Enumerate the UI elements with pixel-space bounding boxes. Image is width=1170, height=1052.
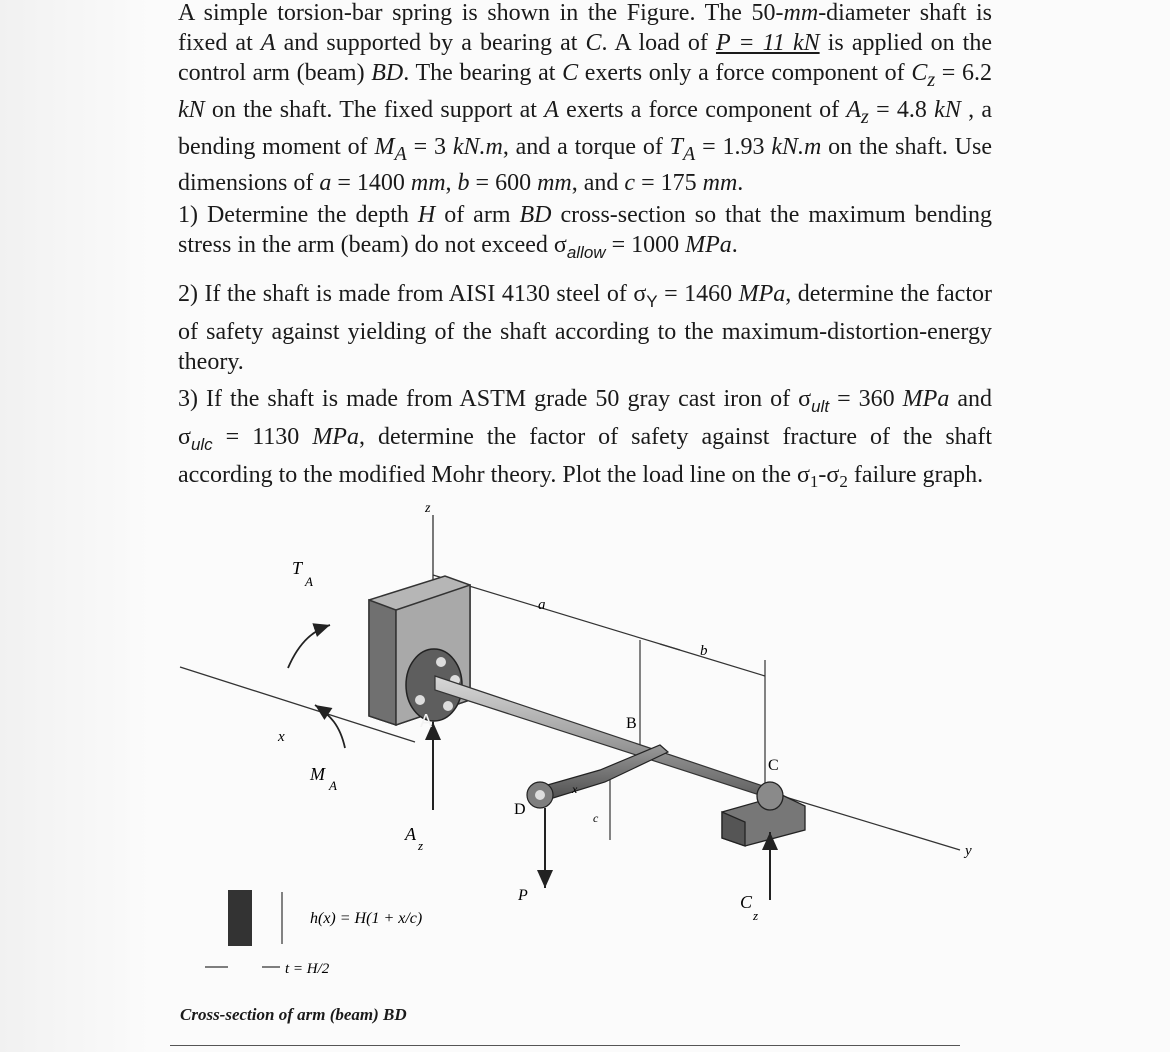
intro-var: C <box>562 60 579 86</box>
dim-b-line <box>660 644 765 676</box>
intro-unit: mm <box>537 170 572 197</box>
problem-intro <box>178 0 992 198</box>
intro-text: = 1400 <box>331 170 411 197</box>
intro-text: -diameter shaft is fixed at <box>178 0 992 56</box>
intro-var: T <box>669 133 684 160</box>
intro-sub: A <box>683 142 696 165</box>
label-b: B <box>626 715 637 732</box>
question-2 <box>178 279 992 377</box>
intro-unit: mm <box>783 0 819 26</box>
intro-sub: z <box>861 105 869 128</box>
label-x: x <box>278 729 285 745</box>
intro-text: on the shaft. Use dimensions of <box>178 133 992 197</box>
label-a-inside: A <box>420 711 433 731</box>
question-2-text <box>178 279 992 377</box>
label-a-dim: a <box>538 597 546 613</box>
intro-text: A simple torsion-bar spring is shown in the Figure. The 50- <box>178 0 784 26</box>
q1-text: of arm <box>435 202 520 228</box>
intro-text: on the shaft. The fixed support at <box>204 96 545 123</box>
intro-var: A <box>260 30 276 56</box>
intro-unit: mm <box>702 170 738 197</box>
label-t: t = H/2 <box>285 961 330 977</box>
intro-paragraph <box>178 0 992 198</box>
intro-text: exerts a force component of <box>558 96 847 123</box>
intro-var: a <box>319 170 332 197</box>
q2-unit: MPa <box>738 281 786 307</box>
intro-unit: kN <box>934 96 961 123</box>
q2-sub: Y <box>646 291 658 311</box>
intro-var: b <box>457 170 470 197</box>
label-p: P <box>518 887 528 904</box>
intro-text: , a bending moment of <box>178 96 993 160</box>
intro-text: , and a torque of <box>502 133 670 160</box>
intro-unit: kN.m <box>771 133 822 160</box>
intro-var: C <box>911 60 928 86</box>
cross-section-rect <box>228 890 252 946</box>
intro-unit: mm <box>410 170 446 197</box>
bottom-rule <box>170 1045 960 1046</box>
q3-sub: ult <box>811 396 830 416</box>
torque-ta-arc <box>288 625 330 668</box>
intro-var: A <box>544 96 559 123</box>
intro-text: exerts only a force component of <box>578 60 912 86</box>
label-hx: h(x) = H(1 + x/c) <box>310 910 423 927</box>
q1-text: . <box>731 232 738 258</box>
q3-text: 3) If the shaft is made from ASTM grade 50 gray cast iron of σ <box>178 386 812 412</box>
q1-sub: allow <box>566 242 606 262</box>
intro-text: . A load of <box>601 30 716 56</box>
intro-text: = 6.2 <box>935 60 992 86</box>
intro-text: is applied on the control arm (beam) <box>178 30 993 86</box>
question-1 <box>178 200 992 268</box>
label-c-dim: c <box>593 811 599 825</box>
q2-text: 2) If the shaft is made from AISI 4130 steel of σ <box>178 281 647 307</box>
question-1-text <box>178 200 992 268</box>
question-3 <box>178 384 992 497</box>
intro-var: C <box>585 30 602 56</box>
q3-text: = 360 <box>829 386 903 412</box>
q3-unit: MPa <box>902 386 950 412</box>
q3-text: -σ <box>818 461 840 488</box>
intro-text: , <box>445 170 458 197</box>
intro-var: c <box>624 170 636 197</box>
q3-text: = 1130 <box>212 423 313 450</box>
q1-text: cross-section so that the maximum bending stress in the arm (beam) do not exceed σ <box>178 202 992 258</box>
fixed-support-a <box>369 576 470 725</box>
intro-text: = 600 <box>469 170 538 197</box>
intro-text: , and <box>571 170 625 197</box>
figure-caption: Cross-section of arm (beam) BD <box>180 1005 407 1024</box>
label-d: D <box>514 801 526 818</box>
q1-text: = 1000 <box>605 232 686 258</box>
intro-sub: z <box>927 68 936 91</box>
q2-text: , determine the factor of safety against yielding of the shaft according to the maximum-distortion-energy theory. <box>178 281 992 375</box>
intro-unit: kN.m <box>452 133 503 160</box>
intro-text: = 4.8 <box>868 96 935 123</box>
q2-text: = 1460 <box>657 281 739 307</box>
intro-var: BD <box>371 60 404 86</box>
intro-text: and supported by a bearing at <box>275 30 586 56</box>
q3-sub: 2 <box>839 472 848 492</box>
intro-text: . <box>737 170 744 197</box>
label-z: z <box>425 501 431 516</box>
label-ta-sub: A <box>305 574 313 589</box>
intro-text: = 3 <box>406 133 453 160</box>
intro-unit: kN <box>178 96 205 123</box>
q1-var: H <box>417 202 436 228</box>
q3-unit: MPa <box>312 423 359 450</box>
label-b-dim: b <box>700 643 708 659</box>
intro-var: M <box>374 133 395 160</box>
intro-load: P = 11 kN <box>715 30 820 56</box>
label-cz: C <box>740 892 753 912</box>
intro-var: A <box>846 96 862 123</box>
label-x-small: x <box>572 782 578 796</box>
label-ma-sub: A <box>329 778 337 793</box>
q3-text: , determine the factor of safety against fracture of the shaft according to the modified Mohr theory. Plot the load line on the σ <box>178 423 992 488</box>
q3-text: and σ <box>178 386 993 450</box>
question-3-text <box>178 384 992 497</box>
label-y: y <box>965 843 972 859</box>
arm-hole <box>535 790 545 800</box>
label-az-sub: z <box>418 838 424 853</box>
bearing-c <box>722 782 805 846</box>
intro-text: = 175 <box>635 170 703 197</box>
torsion-bar-figure <box>0 490 1170 1030</box>
q3-text: failure graph. <box>847 461 984 488</box>
intro-text: = 1.93 <box>695 133 772 160</box>
label-ta: T <box>292 558 303 578</box>
q3-sub: ulc <box>190 434 213 454</box>
intro-text: . The bearing at <box>403 60 563 86</box>
q1-var: BD <box>519 202 552 228</box>
label-ma: M <box>310 764 325 784</box>
label-c: C <box>768 757 779 774</box>
label-az: A <box>405 824 416 844</box>
q1-text: 1) Determine the depth <box>178 202 418 228</box>
q1-unit: MPa <box>685 232 732 258</box>
label-cz-sub: z <box>753 908 759 923</box>
intro-sub: A <box>394 142 407 165</box>
q3-sub: 1 <box>809 472 819 492</box>
